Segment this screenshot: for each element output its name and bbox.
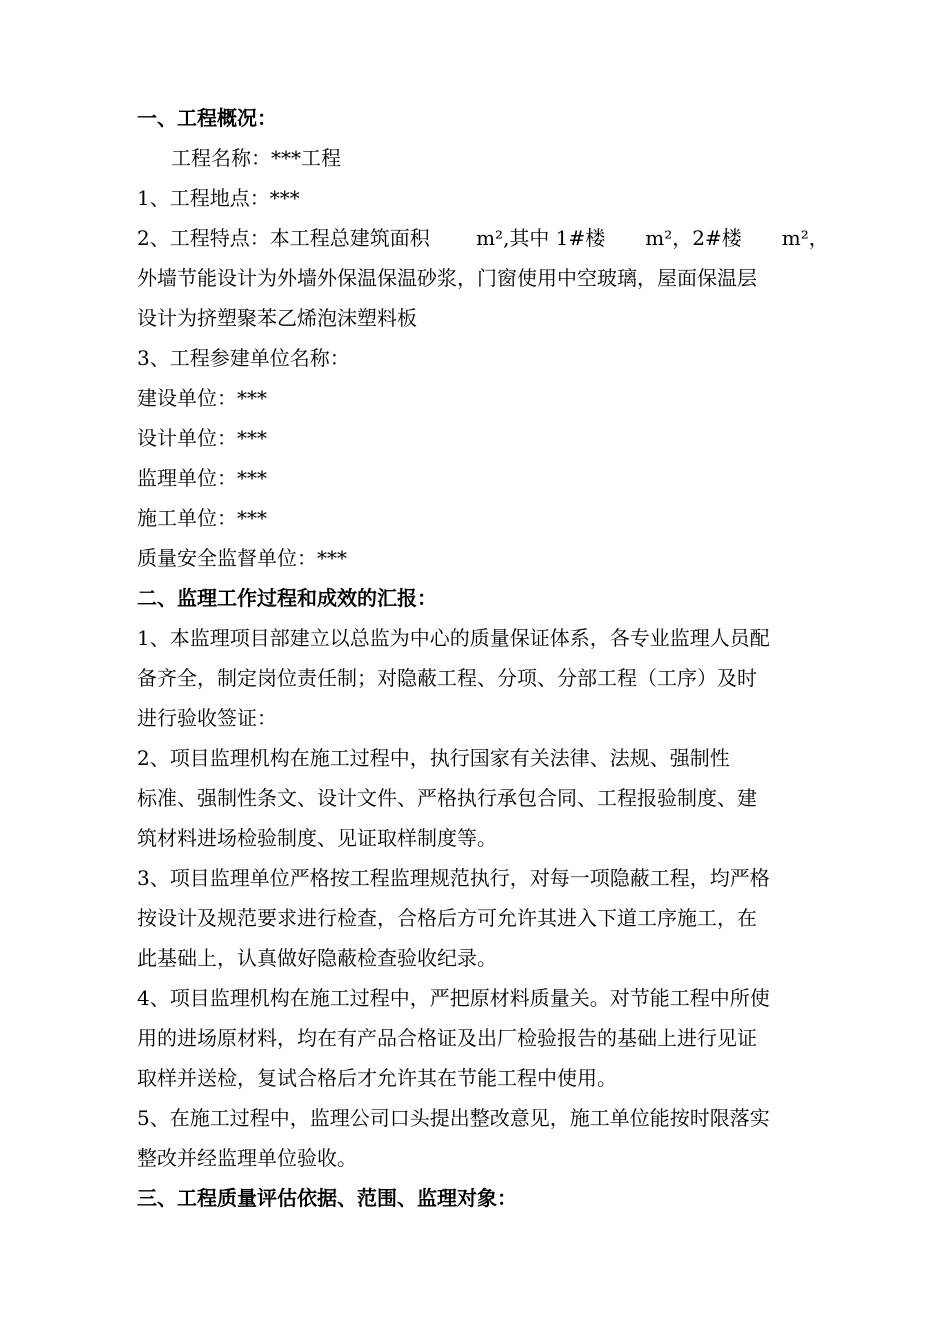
- report-paragraph-2-line-3: 筑材料进场检验制度、见证取样制度等。: [137, 826, 497, 850]
- design-unit-line: 设计单位：***: [137, 426, 267, 450]
- report-paragraph-4-line-2: 用的进场原材料，均在有产品合格证及出厂检验报告的基础上进行见证: [137, 1026, 757, 1050]
- report-paragraph-5-line-2: 整改并经监理单位验收。: [137, 1146, 357, 1170]
- report-paragraph-1-line-1: 1、本监理项目部建立以总监为中心的质量保证体系，各专业监理人员配: [137, 626, 770, 650]
- report-paragraph-5-line-1: 5、在施工过程中，监理公司口头提出整改意见，施工单位能按时限落实: [137, 1106, 770, 1130]
- report-paragraph-3-line-3: 此基础上，认真做好隐蔽检查验收纪录。: [137, 946, 497, 970]
- participating-units-heading: 3、工程参建单位名称：: [137, 346, 350, 370]
- section-heading-quality-assessment: 三、工程质量评估依据、范围、监理对象：: [137, 1186, 517, 1210]
- section-heading-supervision-report: 二、监理工作过程和成效的汇报：: [137, 586, 437, 610]
- report-paragraph-3-line-2: 按设计及规范要求进行检查，合格后方可允许其进入下道工序施工，在: [137, 906, 757, 930]
- project-features-line-1: 2、工程特点：本工程总建筑面积 m²,其中 1#楼 m²，2#楼 m²，: [137, 226, 829, 250]
- project-name-line: 工程名称：***工程: [171, 146, 341, 170]
- construction-owner-line: 建设单位：***: [137, 386, 267, 410]
- report-paragraph-1-line-3: 进行验收签证：: [137, 706, 277, 730]
- report-paragraph-4-line-1: 4、项目监理机构在施工过程中，严把原材料质量关。对节能工程中所使: [137, 986, 770, 1010]
- project-features-line-2: 外墙节能设计为外墙外保温保温砂浆，门窗使用中空玻璃，屋面保温层: [137, 266, 757, 290]
- report-paragraph-2-line-2: 标准、强制性条文、设计文件、严格执行承包合同、工程报验制度、建: [137, 786, 757, 810]
- report-paragraph-3-line-1: 3、项目监理单位严格按工程监理规范执行，对每一项隐蔽工程，均严格: [137, 866, 770, 890]
- document-page: [137, 98, 843, 1218]
- report-paragraph-4-line-3: 取样并送检，复试合格后才允许其在节能工程中使用。: [137, 1066, 617, 1090]
- report-paragraph-2-line-1: 2、项目监理机构在施工过程中，执行国家有关法律、法规、强制性: [137, 746, 730, 770]
- supervision-unit-line: 监理单位：***: [137, 466, 267, 490]
- report-paragraph-1-line-2: 备齐全，制定岗位责任制；对隐蔽工程、分项、分部工程（工序）及时: [137, 666, 757, 690]
- section-heading-overview: 一、工程概况：: [137, 106, 277, 130]
- project-features-line-3: 设计为挤塑聚苯乙烯泡沫塑料板: [137, 306, 417, 330]
- safety-supervision-unit-line: 质量安全监督单位：***: [137, 546, 347, 570]
- contractor-unit-line: 施工单位：***: [137, 506, 267, 530]
- project-location-line: 1、工程地点：***: [137, 186, 300, 210]
